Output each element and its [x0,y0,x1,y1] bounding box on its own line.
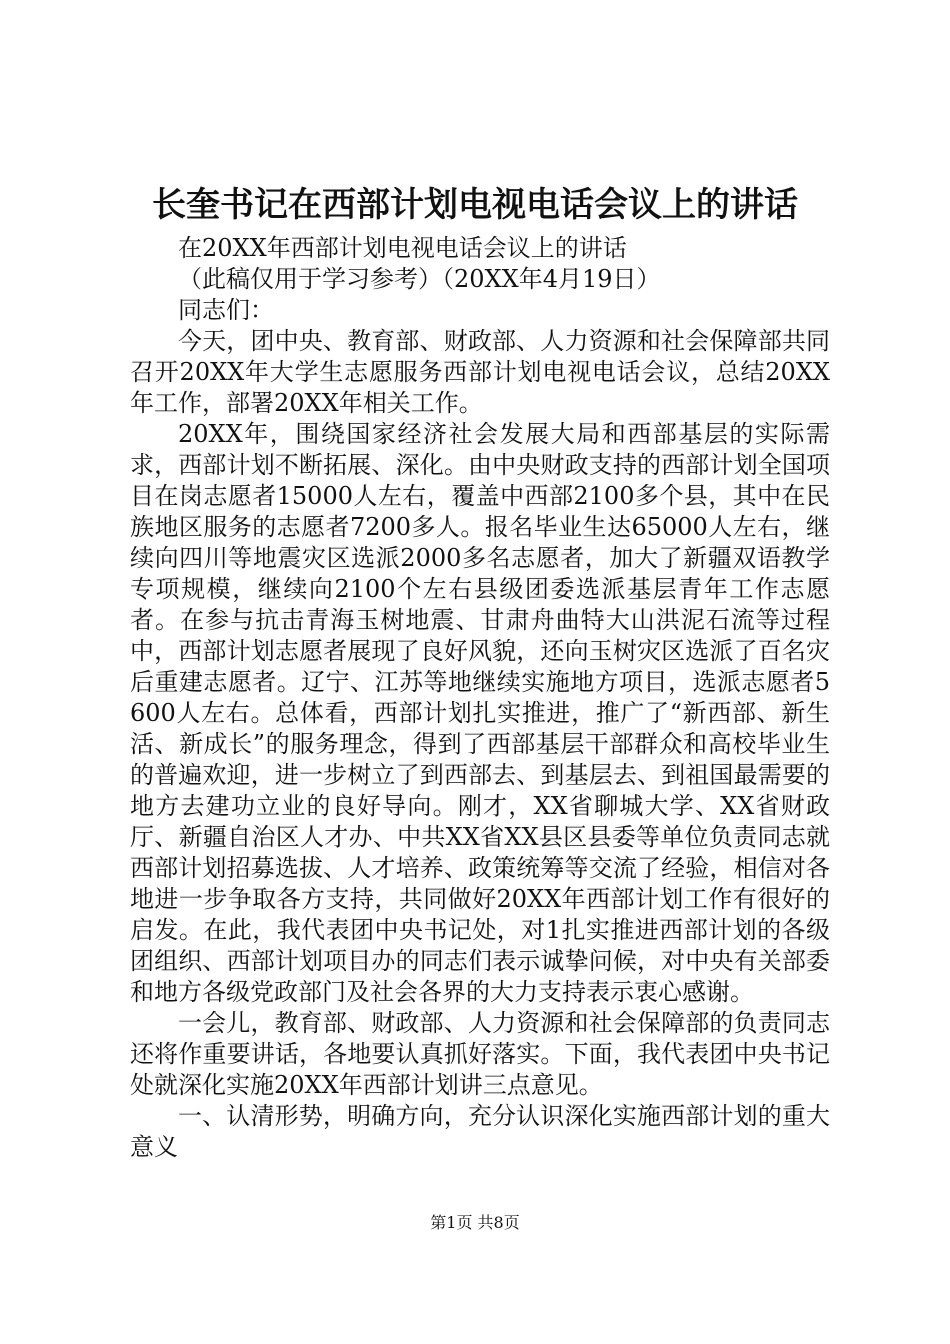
page-footer: 第1页 共8页 [430,1213,520,1232]
document-body [130,233,830,1163]
speech-note-date: （此稿仅用于学习参考）（20XX年4月19日） [178,265,661,293]
section-heading: 一、认清形势，明确方向，充分认识深化实施西部计划的重大意义 [130,1102,830,1161]
body-paragraph: 今天，团中央、教育部、财政部、人力资源和社会保障部共同召开20XX年大学生志愿服务西部计划电视电话会议，总结20XX年工作，部署20XX年相关工作。 [130,327,830,417]
body-paragraph: 20XX年，围绕国家经济社会发展大局和西部基层的实际需求，西部计划不断拓展、深化。由中央财政支持的西部计划全国项目在岗志愿者15000人左右，覆盖中西部2100多个县，其中在民族地区服务的志愿者7200多人。报名毕业生达65000人左右，继续向四川等地震灾区选派2000多名志愿者，加大了新疆双语教学专项规模，继续向2100个左右县级团委选派基层青年工作志愿者。在参与抗击青海玉树地震、甘肃舟曲特大山洪泥石流等过程中，西部计划志愿者展现了良好风貌，还向玉树灾区选派了百名灾后重建志愿者。辽宁、江苏等地继续实施地方项目，选派志愿者5600人左右。总体看，西部计划扎实推进，推广了“新西部、新生活、新成长”的服务理念，得到了西部基层干部群众和高校毕业生的普遍欢迎，进一步树立了到西部去、到基层去、到祖国最需要的地方去建功立业的良好导向。刚才，XX省聊城大学、XX省财政厅、新疆自治区人才办、中共XX省XX县区县委等单位负责同志就西部计划招募选拔、人才培养、政策统筹等交流了经验，相信对各地进一步争取各方支持，共同做好20XX年西部计划工作有很好的启发。在此，我代表团中央书记处，对1扎实推进西部计划的各级团组织、西部计划项目办的同志们表示诚挚问候，对中央有关部委和地方各级党政部门及社会各界的大力支持表示衷心感谢。 [130,420,830,1006]
body-paragraph: 一会儿，教育部、财政部、人力资源和社会保障部的负责同志还将作重要讲话，各地要认真抓好落实。下面，我代表团中央书记处就深化实施20XX年西部计划讲三点意见。 [130,1009,830,1099]
salutation: 同志们： [178,296,274,324]
document-title: 长奎书记在西部计划电视电话会议上的讲话 [152,185,798,225]
speech-subtitle: 在20XX年西部计划电视电话会议上的讲话 [178,234,627,262]
